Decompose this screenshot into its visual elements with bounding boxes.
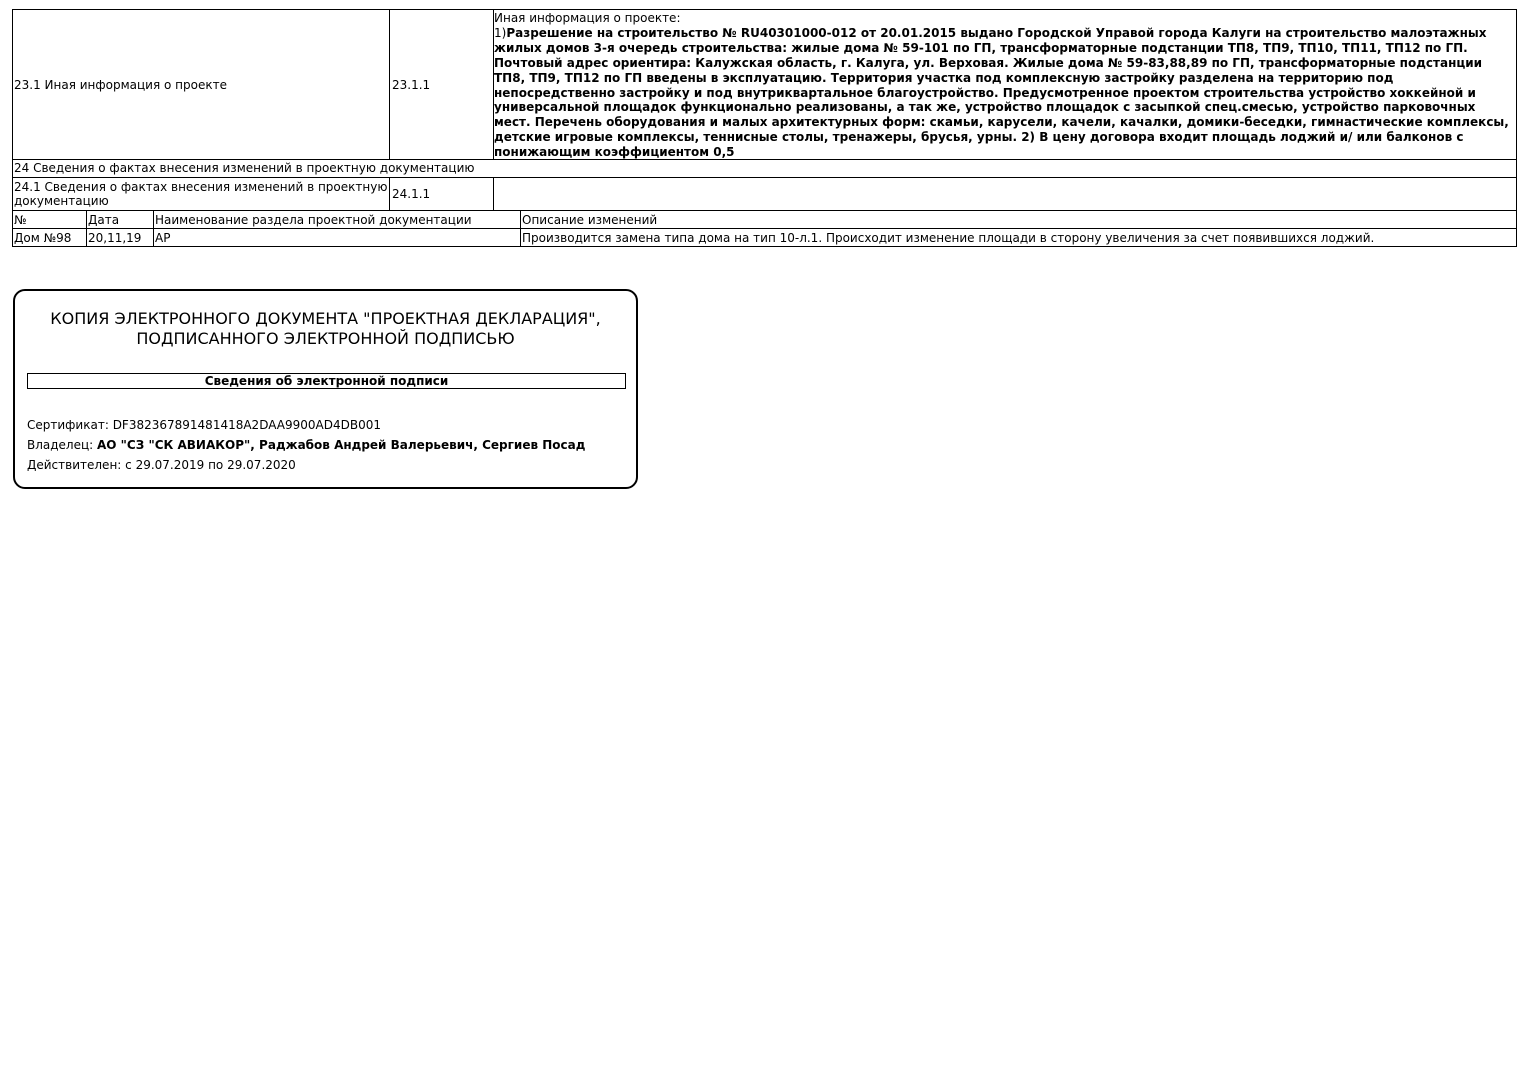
section-23-prefix: 1) [494,25,507,40]
table-row [13,229,1517,247]
section-23-text: Разрешение на строительство № RU40301000-012 от 20.01.2015 выдано Городской Управой города Калуги на строительство малоэтажных жилых домов 3-я очередь строительства: жилые дома № 59-101 по ГП, трансформаторные подстанции ТП8, ТП9, ТП10, ТП11, ТП12 по ГП. Почтовый адрес ориентира: Калужская область, г. Калуга, ул. Верховая. Жилые дома № 59-83,88,89 по ГП, трансформаторные подстанции ТП8, ТП9, ТП12 по ГП введены в эксплуатацию. Территория участка под комплексную застройку разделена на территорию под непосредственно застройку и под внутриквартальное благоустройство. Предусмотренное проектом строительства устройство хоккейной и универсальной площадок функционально реализованы, а так же, устройство площадок с засыпкой спец.смесью, устройство парковочных мест. Перечень оборудования и малых архитектурных форм: скамьи, карусели, качели, качалки, домики-беседки, гимнастические комплексы, детские игровые комплексы, теннисные столы, тренажеры, брусья, урны. 2) В цену договора входит площадь лоджий и/ или балконов с понижающим коэффициентом 0,5 [494,25,1509,160]
owner-value: АО "СЗ "СК АВИАКОР", Раджабов Андрей Валерьевич, Сергиев Посад [97,438,586,452]
section-24-1-row [12,178,1517,211]
stamp-title [15,309,636,349]
section-23-intro: Иная информация о проекте: [494,11,681,25]
certificate-label: Сертификат: [27,418,113,432]
section-23-code: 23.1.1 [390,10,494,159]
cell-section-name: АР [154,229,521,247]
changes-table-header-row [13,211,1517,229]
header-section-name: Наименование раздела проектной документации [154,211,521,229]
signature-stamp [13,289,638,489]
section-23-row [12,9,1517,160]
certificate-value: DF382367891481418A2DAA9900AD4DB001 [112,418,381,432]
header-description: Описание изменений [521,211,1517,229]
validity-value: с 29.07.2019 по 29.07.2020 [125,458,296,472]
section-24-heading: 24 Сведения о фактах внесения изменений в проектную документацию [12,160,1517,178]
validity-row [27,457,296,473]
stamp-title-line-1: КОПИЯ ЭЛЕКТРОННОГО ДОКУМЕНТА "ПРОЕКТНАЯ ДЕКЛАРАЦИЯ", [50,309,601,328]
stamp-title-line-2: ПОДПИСАННОГО ЭЛЕКТРОННОЙ ПОДПИСЬЮ [136,329,515,348]
header-number: № [13,211,87,229]
section-24-1-code: 24.1.1 [390,178,494,210]
stamp-subheading: Сведения об электронной подписи [27,373,626,389]
header-date: Дата [87,211,154,229]
validity-label: Действителен: [27,458,126,472]
cell-number: Дом №98 [13,229,87,247]
cell-description: Производится замена типа дома на тип 10-л.1. Происходит изменение площади в сторону увеличения за счет появившихся лоджий. [521,229,1517,247]
section-23-value [494,10,1516,159]
section-23-label: 23.1 Иная информация о проекте [13,10,390,159]
owner-row [27,437,585,453]
section-24-1-label: 24.1 Сведения о фактах внесения изменений в проектную документацию [13,178,390,210]
owner-label: Владелец: [27,438,98,452]
cell-date: 20,11,19 [87,229,154,247]
certificate-row [27,417,381,433]
changes-table [12,211,1517,247]
